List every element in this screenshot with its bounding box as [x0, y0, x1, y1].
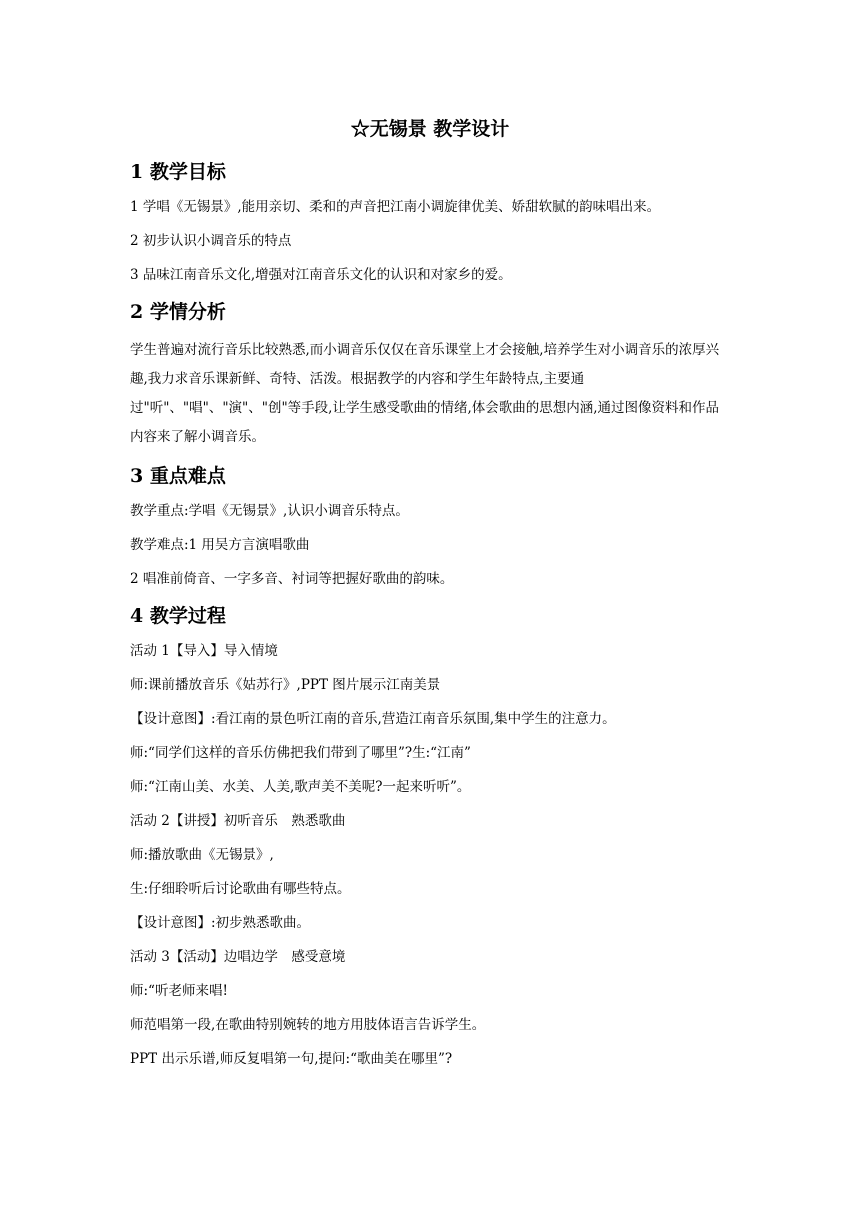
paragraph: 师:“同学们这样的音乐仿佛把我们带到了哪里”?生:“江南”	[130, 745, 471, 761]
paragraph: 2 初步认识小调音乐的特点	[130, 233, 292, 249]
paragraph: 【设计意图】:初步熟悉歌曲。	[130, 915, 311, 931]
section-teaching-process	[130, 602, 730, 1070]
paragraph: 师范唱第一段,在歌曲特别婉转的地方用肢体语言告诉学生。	[130, 1017, 486, 1033]
paragraph: 2 唱准前倚音、一字多音、衬词等把握好歌曲的韵味。	[130, 571, 454, 587]
section-heading: 1 教学目标	[130, 161, 226, 183]
paragraph: 活动 1【导入】导入情境	[130, 643, 278, 659]
paragraph: 学生普遍对流行音乐比较熟悉,而小调音乐仅仅在音乐课堂上才会接触,培养学生对小调音乐的浓厚兴趣,我力求音乐课新鲜、奇特、活泼。根据教学的内容和学生年龄特点,主要通过"听"、"唱"、"演"、"创"等手段,让学生感受歌曲的情绪,体会歌曲的思想内涵,通过图像资料和作品内容来了解小调音乐。	[130, 342, 720, 445]
paragraph: 生:仔细聆听后讨论歌曲有哪些特点。	[130, 881, 351, 897]
paragraph: 3 品味江南音乐文化,增强对江南音乐文化的认识和对家乡的爱。	[130, 267, 512, 283]
paragraph: PPT 出示乐谱,师反复唱第一句,提问:“歌曲美在哪里”?	[130, 1051, 453, 1067]
section-teaching-objectives	[130, 158, 730, 286]
paragraph: 师:“江南山美、水美、人美,歌声美不美呢?一起来听听”。	[130, 779, 471, 795]
section-heading: 3 重点难点	[130, 465, 226, 487]
section-key-points	[130, 462, 730, 590]
section-learner-analysis	[130, 298, 730, 452]
section-heading: 2 学情分析	[130, 301, 226, 323]
document-title: ☆无锡景 教学设计	[350, 118, 510, 140]
section-heading: 4 教学过程	[130, 605, 226, 627]
document-body	[130, 158, 730, 1082]
paragraph: 师:播放歌曲《无锡景》,	[130, 847, 274, 863]
paragraph: 师:课前播放音乐《姑苏行》,PPT 图片展示江南美景	[130, 677, 441, 693]
paragraph: 教学重点:学唱《无锡景》,认识小调音乐特点。	[130, 503, 409, 519]
paragraph: 活动 3【活动】边唱边学 感受意境	[130, 949, 346, 965]
paragraph: 活动 2【讲授】初听音乐 熟悉歌曲	[130, 813, 346, 829]
paragraph: 【设计意图】:看江南的景色听江南的音乐,营造江南音乐氛围,集中学生的注意力。	[130, 711, 616, 727]
paragraph: 师:“听老师来唱!	[130, 983, 228, 999]
paragraph: 1 学唱《无锡景》,能用亲切、柔和的声音把江南小调旋律优美、娇甜软腻的韵味唱出来。	[130, 199, 661, 215]
paragraph: 教学难点:1 用吴方言演唱歌曲	[130, 537, 310, 553]
